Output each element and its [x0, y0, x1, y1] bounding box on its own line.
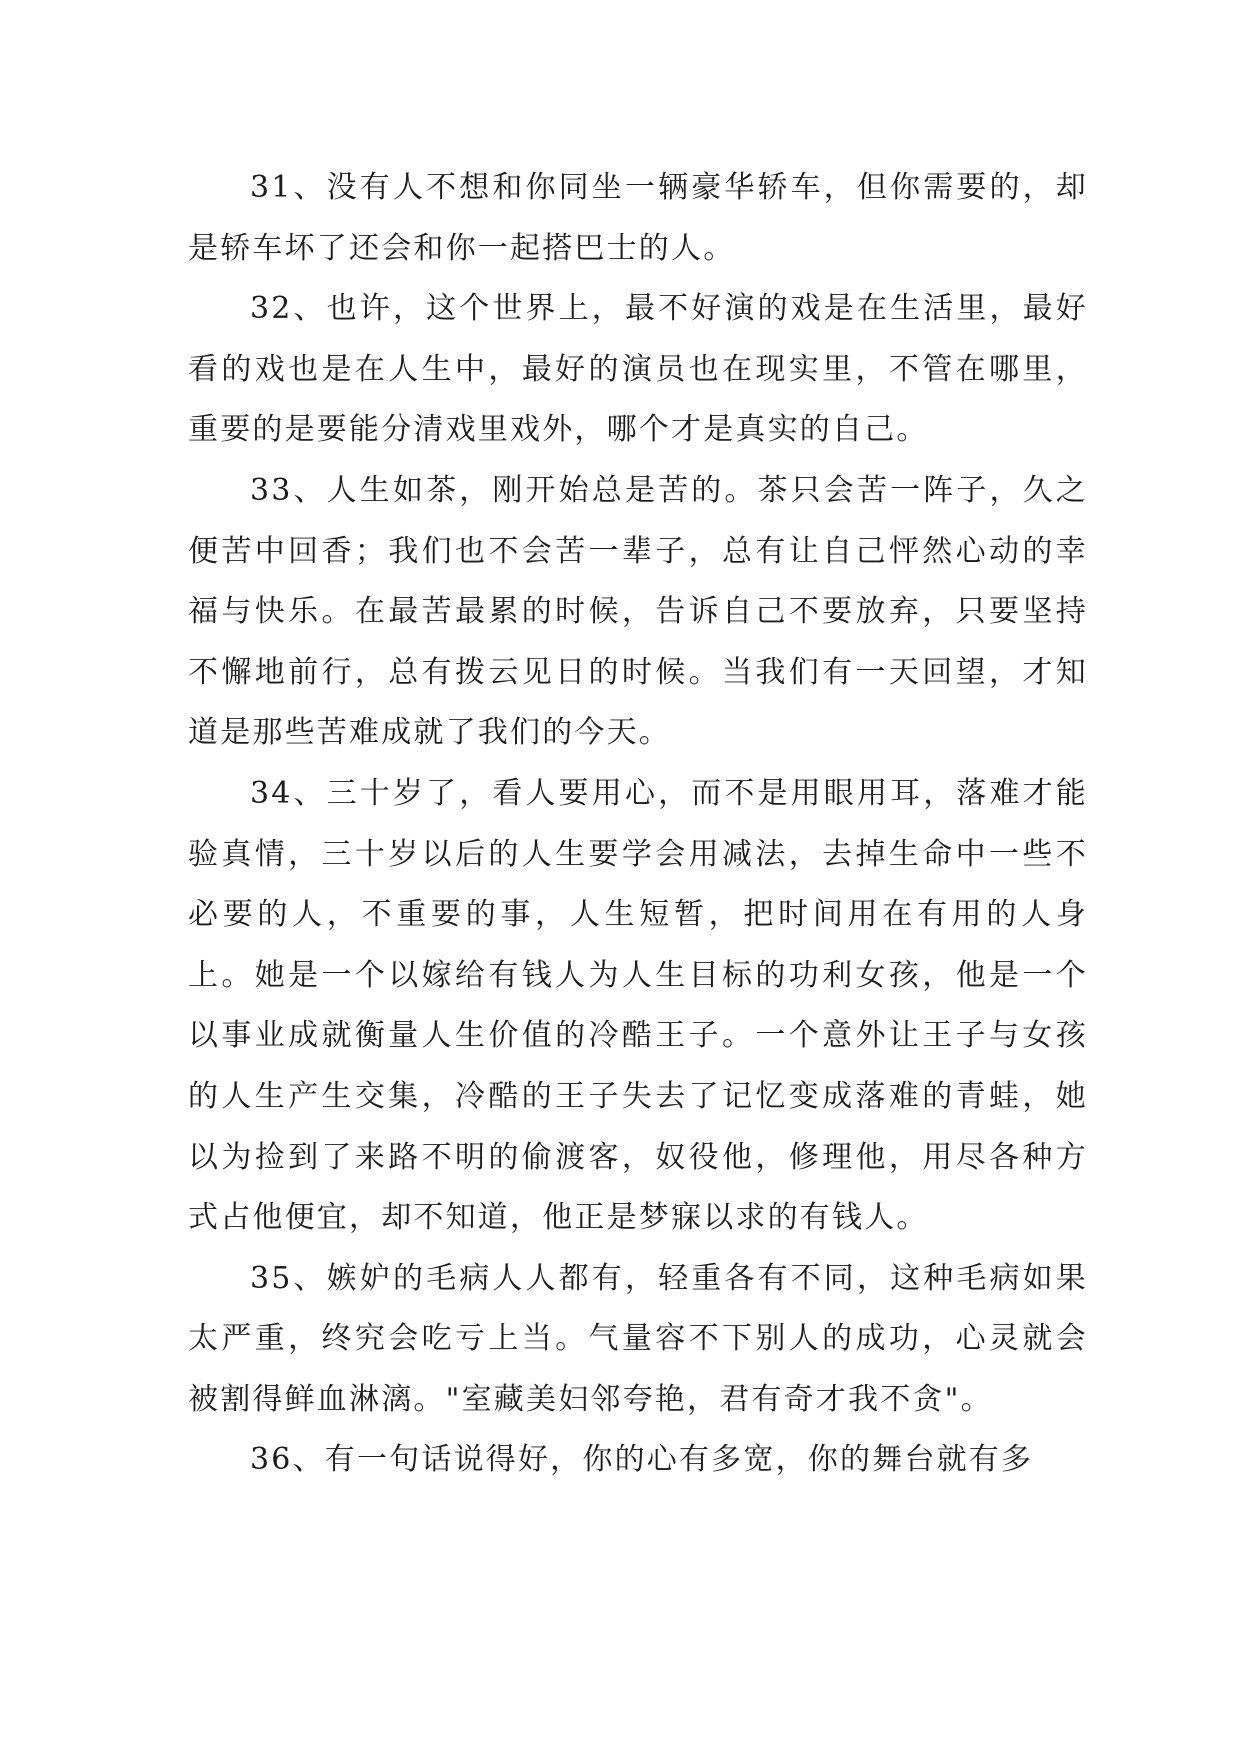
- paragraph-36: 36、有一句话说得好，你的心有多宽，你的舞台就有多: [250, 1442, 1034, 1478]
- paragraph-31: 31、没有人不想和你同坐一辆豪华轿车，但你需要的，却是轿车坏了还会和你一起搭巴士的人。: [188, 170, 1088, 266]
- paragraph-32: 32、也许，这个世界上，最不好演的戏是在生活里，最好看的戏也是在人生中，最好的演员也在现实里，不管在哪里，重要的是要能分清戏里戏外，哪个才是真实的自己。: [188, 291, 1088, 448]
- paragraph-34: 34、三十岁了，看人要用心，而不是用眼用耳，落难才能验真情，三十岁以后的人生要学会用减法，去掉生命中一些不必要的人，不重要的事，人生短暂，把时间用在有用的人身上。她是一个以嫁给有钱人为人生目标的功利女孩，他是一个以事业成就衡量人生价值的冷酷王子。一个意外让王子与女孩的人生产生交集，冷酷的王子失去了记忆变成落难的青蛙，她以为捡到了来路不明的偷渡客，奴役他，修理他，用尽各种方式占他便宜，却不知道，他正是梦寐以求的有钱人。: [188, 775, 1088, 1236]
- paragraph-35: 35、嫉妒的毛病人人都有，轻重各有不同，这种毛病如果太严重，终究会吃亏上当。气量容不下别人的成功，心灵就会被割得鲜血淋漓。"室藏美妇邻夸艳，君有奇才我不贪"。: [188, 1260, 1088, 1417]
- paragraph-33: 33、人生如茶，刚开始总是苦的。茶只会苦一阵子，久之便苦中回香；我们也不会苦一辈子，总有让自己怦然心动的幸福与快乐。在最苦最累的时候，告诉自己不要放弃，只要坚持不懈地前行，总有拨云见日的时候。当我们有一天回望，才知道是那些苦难成就了我们的今天。: [188, 472, 1088, 751]
- document-body: [188, 158, 1088, 1491]
